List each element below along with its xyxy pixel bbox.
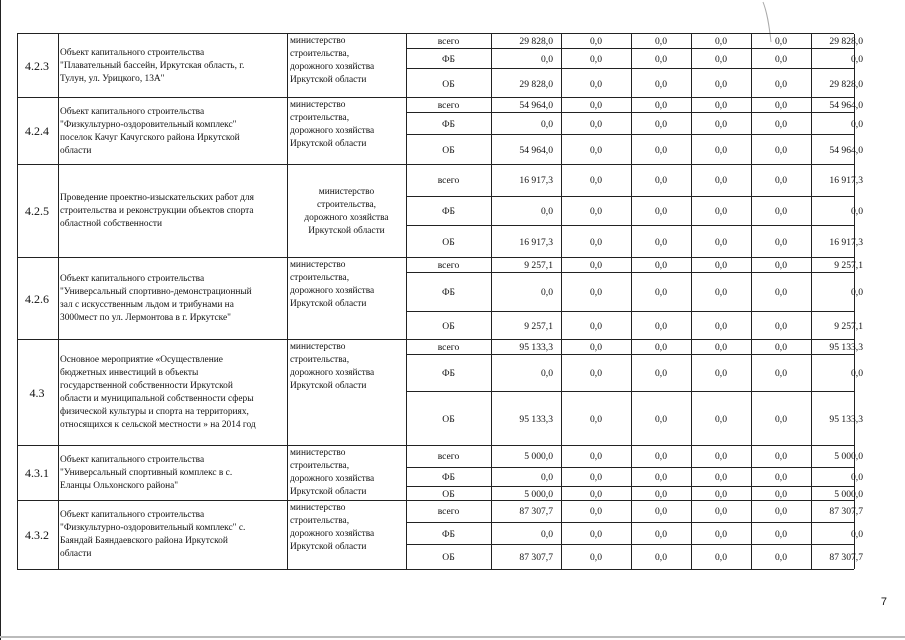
amount-cell: 0,0: [655, 99, 667, 111]
amount-cell: 16 917,3: [519, 175, 553, 186]
amount-cell: 0,0: [590, 368, 602, 379]
funding-source-label: ФБ: [441, 368, 456, 379]
item-name: [58, 34, 288, 98]
funding-subrow: [406, 68, 863, 99]
amount-cell: 0,0: [590, 206, 602, 217]
item-name-line: области: [60, 145, 92, 156]
amount-cell: 0,0: [775, 414, 787, 425]
amount-cell: 0,0: [851, 118, 863, 130]
amount-cell: 0,0: [775, 451, 787, 462]
funding-subrow: [406, 446, 863, 467]
amount-cell: 0,0: [655, 321, 667, 332]
amount-cell: 0,0: [851, 528, 863, 540]
funding-subrow: [406, 48, 863, 69]
responsible-org: [288, 34, 407, 98]
page-left-edge: [0, 0, 1, 640]
amount-cell: 9 257,1: [834, 259, 863, 271]
item-number-text: 4.3.1: [25, 466, 49, 480]
responsible-org: [288, 446, 407, 501]
amount-cell: 0,0: [590, 341, 602, 353]
item-number: [17, 340, 57, 446]
amount-cell: 0,0: [541, 368, 553, 379]
amount-cell: 0,0: [851, 287, 863, 298]
amount-cell: 0,0: [775, 175, 787, 186]
amount-cell: 0,0: [590, 35, 602, 47]
item-name-line: государственной собственности Иркутской: [60, 381, 233, 391]
amount-cell: 0,0: [775, 287, 787, 298]
funding-subrow: [406, 467, 863, 487]
amount-cell: 95 133,3: [829, 341, 863, 353]
item-name: [58, 446, 288, 501]
amount-cell: 0,0: [715, 78, 727, 90]
amount-cell: 0,0: [655, 175, 667, 186]
amount-cell: 0,0: [655, 206, 667, 217]
amount-cell: 0,0: [851, 206, 863, 217]
responsible-org-text: [290, 341, 374, 393]
responsible-org-line: министерство: [290, 503, 346, 513]
item-number-text: 4.3.2: [25, 527, 49, 542]
item-number-text: 4.2.4: [25, 124, 49, 138]
responsible-org-line: строительства,: [290, 355, 350, 365]
funding-subrow: [406, 34, 863, 48]
amount-cell: 0,0: [590, 99, 602, 111]
amount-cell: 0,0: [715, 287, 727, 298]
funding-source-label: ОБ: [442, 237, 455, 248]
item-name-line: "Физкультурно-оздоровительный комплекс": [60, 119, 237, 130]
amount-cell: 5 000,0: [524, 451, 553, 462]
amount-cell: 54 964,0: [829, 99, 863, 111]
item-name: [58, 98, 288, 165]
amount-cell: 95 133,3: [519, 414, 553, 425]
item-name-line: "Физкультурно-оздоровительный комплекс" с.: [60, 523, 246, 533]
amount-cell: 0,0: [715, 206, 727, 217]
funding-subrow: [406, 544, 863, 570]
responsible-org: [288, 340, 407, 446]
amount-cell: 0,0: [590, 552, 602, 563]
amount-cell: 0,0: [715, 472, 727, 483]
responsible-org-line: Иркутской области: [290, 381, 367, 391]
amount-cell: 0,0: [715, 552, 727, 563]
responsible-org-text: [290, 259, 374, 311]
amount-cell: 0,0: [715, 99, 727, 111]
item-number: [17, 165, 57, 258]
item-name-line: физической культуры и спорта на территориях,: [60, 407, 249, 417]
amount-cell: 0,0: [590, 145, 602, 156]
table-row: [17, 97, 863, 165]
amount-cell: 95 133,3: [829, 414, 863, 425]
funding-subrow: [406, 98, 863, 112]
responsible-org-line: строительства,: [290, 461, 350, 471]
amount-cell: 0,0: [655, 35, 667, 47]
amount-cell: 0,0: [655, 552, 667, 563]
amount-cell: 0,0: [851, 472, 863, 483]
amount-cell: 0,0: [715, 506, 727, 517]
amount-cell: 0,0: [655, 368, 667, 379]
funding-source-label: ФБ: [441, 206, 456, 217]
responsible-org-line: Иркутской области: [290, 487, 367, 497]
funding-source-label: ОБ: [442, 552, 455, 563]
responsible-org: [288, 258, 407, 340]
amount-cell: 0,0: [655, 341, 667, 353]
item-name-line: Объект капитального строительства: [60, 510, 205, 520]
amount-cell: 29 828,0: [519, 35, 553, 47]
amount-cell: 0,0: [590, 451, 602, 462]
amount-cell: 0,0: [655, 287, 667, 298]
amount-cell: 95 133,3: [519, 341, 553, 353]
amount-cell: 0,0: [775, 53, 787, 65]
responsible-org-line: Иркутской области: [290, 542, 367, 552]
amount-cell: 0,0: [590, 506, 602, 517]
amount-cell: 87 307,7: [829, 506, 863, 517]
amount-cell: 54 964,0: [519, 145, 553, 156]
amount-cell: 0,0: [715, 237, 727, 248]
item-name-line: "Универсальный спортивный комплекс в с.: [60, 468, 233, 478]
responsible-org: [288, 165, 405, 258]
item-name-line: Проведение проектно-изыскательских работ для: [60, 193, 254, 203]
item-name: [58, 258, 288, 340]
responsible-org-line: министерство: [290, 36, 346, 46]
funding-source-label: ФБ: [441, 287, 456, 298]
funding-subrow: [406, 225, 863, 259]
amount-cell: 0,0: [590, 175, 602, 186]
responsible-org-text: [290, 447, 374, 499]
amount-cell: 0,0: [541, 528, 553, 540]
amount-cell: 9 257,1: [834, 321, 863, 332]
amount-cell: 0,0: [590, 472, 602, 483]
amount-cell: 0,0: [775, 472, 787, 483]
item-number: [17, 258, 57, 340]
table-row: [17, 164, 863, 258]
item-name-text: [60, 192, 254, 231]
page-bottom-edge: [0, 636, 905, 638]
funding-source-label: всего: [437, 99, 460, 111]
item-name-line: "Универсальный спортивно-демонстрационный: [60, 287, 252, 297]
responsible-org-line: министерство: [290, 342, 346, 352]
amount-cell: 0,0: [655, 528, 667, 540]
table-row: [17, 445, 863, 501]
responsible-org-line: строительства,: [290, 273, 350, 283]
amount-cell: 0,0: [590, 237, 602, 248]
amount-cell: 0,0: [655, 506, 667, 517]
amount-cell: 0,0: [655, 118, 667, 130]
responsible-org-line: министерство: [290, 260, 346, 270]
amount-cell: 0,0: [775, 368, 787, 379]
funding-source-label: ОБ: [442, 414, 455, 425]
item-name-text: [60, 106, 240, 158]
funding-source-label: ОБ: [442, 78, 455, 90]
amount-cell: 0,0: [590, 118, 602, 130]
item-name-line: Тулун, ул. Урицкого, 13А": [60, 73, 165, 84]
amount-cell: 0,0: [775, 35, 787, 47]
amount-cell: 0,0: [590, 414, 602, 425]
responsible-org-line: дорожного хозяйства: [290, 286, 375, 296]
funding-subrow: [406, 354, 863, 392]
amount-cell: 0,0: [655, 414, 667, 425]
amount-cell: 0,0: [590, 287, 602, 298]
item-number: [17, 501, 57, 569]
budget-table: [17, 33, 863, 568]
item-number-text: 4.2.5: [25, 204, 49, 218]
funding-subrow: [406, 196, 863, 226]
amount-cell: 0,0: [775, 78, 787, 90]
funding-source-label: ОБ: [442, 321, 455, 332]
amount-cell: 0,0: [541, 206, 553, 217]
amount-cell: 0,0: [715, 451, 727, 462]
item-name-line: Объект капитального строительства: [60, 106, 205, 117]
amount-cell: 0,0: [775, 552, 787, 563]
amount-cell: 0,0: [655, 451, 667, 462]
item-name-line: области: [60, 549, 92, 559]
amount-cell: 0,0: [851, 53, 863, 65]
item-name-text: [60, 454, 232, 493]
funding-source-label: всего: [437, 35, 460, 47]
amount-cell: 0,0: [775, 259, 787, 271]
amount-cell: 5 000,0: [834, 451, 863, 462]
amount-cell: 0,0: [590, 53, 602, 65]
amount-cell: 0,0: [655, 489, 667, 500]
amount-cell: 0,0: [541, 118, 553, 130]
item-number: [17, 98, 57, 165]
item-name-line: Баяндай Баяндаевского района Иркутской: [60, 536, 228, 546]
responsible-org-text: [290, 502, 374, 554]
item-name: [58, 165, 288, 258]
item-name-line: бюджетных инвестиций в объекты: [60, 368, 199, 378]
amount-cell: 0,0: [590, 259, 602, 271]
responsible-org-text: [290, 99, 374, 151]
table-row: [17, 33, 863, 98]
amount-cell: 0,0: [655, 237, 667, 248]
item-name-text: [60, 47, 244, 86]
amount-cell: 0,0: [775, 145, 787, 156]
amount-cell: 0,0: [655, 53, 667, 65]
amount-cell: 0,0: [715, 368, 727, 379]
amount-cell: 0,0: [655, 259, 667, 271]
amount-cell: 0,0: [541, 472, 553, 483]
amount-cell: 0,0: [775, 206, 787, 217]
amount-cell: 0,0: [655, 145, 667, 156]
amount-cell: 0,0: [775, 341, 787, 353]
funding-source-label: всего: [437, 451, 460, 462]
amount-cell: 0,0: [715, 145, 727, 156]
responsible-org-line: Иркутской области: [290, 299, 367, 309]
funding-subrow: [406, 340, 863, 354]
item-name-text: [60, 354, 256, 432]
item-name-text: [60, 509, 245, 561]
funding-subrow: [406, 501, 863, 522]
amount-cell: 0,0: [541, 53, 553, 65]
item-name-line: Объект капитального строительства: [60, 455, 205, 465]
amount-cell: 0,0: [715, 259, 727, 271]
amount-cell: 0,0: [775, 528, 787, 540]
responsible-org-line: Иркутской области: [290, 75, 367, 85]
amount-cell: 0,0: [775, 506, 787, 517]
item-name-text: [60, 273, 252, 325]
funding-source-label: ФБ: [441, 472, 456, 483]
amount-cell: 0,0: [715, 118, 727, 130]
responsible-org: [288, 98, 407, 165]
funding-source-label: ФБ: [441, 528, 456, 540]
responsible-org-line: Иркутской области: [308, 225, 385, 236]
item-name-line: зал с искусственным льдом и трибунами на: [60, 300, 234, 310]
item-name: [58, 501, 288, 569]
item-name-line: Еланцы Ольхонского района": [60, 481, 179, 491]
funding-source-label: ФБ: [441, 118, 456, 130]
amount-cell: 0,0: [775, 99, 787, 111]
item-number: [17, 34, 57, 98]
funding-subrow: [406, 165, 863, 196]
amount-cell: 16 917,3: [519, 237, 553, 248]
responsible-org-line: министерство: [318, 186, 375, 197]
funding-subrow: [406, 311, 863, 341]
amount-cell: 9 257,1: [524, 321, 553, 332]
amount-cell: 0,0: [715, 175, 727, 186]
item-name-line: "Плавательный бассейн, Иркутская область, г.: [60, 60, 245, 71]
funding-source-label: ФБ: [441, 53, 456, 65]
amount-cell: 0,0: [715, 528, 727, 540]
responsible-org-line: министерство: [290, 448, 346, 458]
item-number-text: 4.2.6: [25, 291, 49, 306]
table-row: [17, 257, 863, 340]
funding-source-label: всего: [437, 341, 460, 353]
item-name-line: относящихся к сельской местности » на 2014 год: [60, 420, 256, 430]
amount-cell: 0,0: [590, 528, 602, 540]
item-name-line: 3000мест по ул. Лермонтова в г. Иркутске": [60, 313, 231, 323]
amount-cell: 16 917,3: [829, 175, 863, 186]
amount-cell: 29 828,0: [829, 78, 863, 90]
funding-source-label: ОБ: [442, 489, 455, 500]
item-name-line: поселок Качуг Качугского района Иркутской: [60, 132, 240, 143]
funding-subrow: [406, 391, 863, 447]
amount-cell: 0,0: [590, 78, 602, 90]
page-number: 7: [880, 596, 887, 608]
funding-source-label: всего: [437, 259, 460, 271]
item-name-line: Объект капитального строительства: [60, 274, 205, 284]
funding-source-label: ОБ: [442, 145, 455, 156]
amount-cell: 0,0: [775, 237, 787, 248]
amount-cell: 0,0: [541, 287, 553, 298]
amount-cell: 9 257,1: [524, 259, 553, 271]
amount-cell: 87 307,7: [519, 506, 553, 517]
amount-cell: 0,0: [715, 489, 727, 500]
amount-cell: 0,0: [775, 118, 787, 130]
item-name: [58, 340, 288, 446]
funding-source-label: всего: [437, 175, 460, 186]
item-number-text: 4.3: [29, 385, 45, 400]
amount-cell: 0,0: [715, 341, 727, 353]
funding-subrow: [406, 112, 863, 135]
amount-cell: 29 828,0: [519, 78, 553, 90]
table-row: [17, 500, 863, 570]
amount-cell: 87 307,7: [829, 552, 863, 563]
funding-subrow: [406, 522, 863, 545]
amount-cell: 0,0: [715, 414, 727, 425]
responsible-org-line: дорожного хозяйства: [290, 126, 375, 136]
amount-cell: 16 917,3: [829, 237, 863, 248]
responsible-org-text: [304, 186, 388, 238]
item-name-line: Основное мероприятие «Осуществление: [60, 355, 223, 365]
amount-cell: 0,0: [715, 53, 727, 65]
funding-subrow: [406, 134, 863, 166]
amount-cell: 0,0: [590, 489, 602, 500]
amount-cell: 5 000,0: [834, 489, 863, 500]
responsible-org-line: строительства,: [290, 516, 350, 526]
amount-cell: 0,0: [775, 321, 787, 332]
responsible-org-line: дорожного хозяйства: [290, 368, 375, 378]
amount-cell: 5 000,0: [524, 489, 553, 500]
amount-cell: 0,0: [655, 472, 667, 483]
responsible-org-text: [290, 35, 374, 87]
amount-cell: 0,0: [715, 321, 727, 332]
item-name-line: областной собственности: [60, 219, 163, 229]
funding-source-label: всего: [437, 506, 460, 517]
funding-subrow: [406, 258, 863, 272]
responsible-org-line: министерство: [290, 100, 346, 110]
amount-cell: 0,0: [851, 368, 863, 379]
amount-cell: 54 964,0: [519, 99, 553, 111]
item-number-text: 4.2.3: [25, 58, 49, 73]
responsible-org-line: строительства,: [316, 199, 377, 210]
responsible-org-line: строительства,: [290, 113, 350, 123]
amount-cell: 54 964,0: [829, 145, 863, 156]
responsible-org-line: строительства,: [290, 49, 350, 59]
responsible-org: [288, 501, 407, 569]
item-name-line: строительства и реконструкции объектов спорта: [60, 206, 254, 216]
funding-subrow: [406, 272, 863, 312]
amount-cell: 0,0: [715, 35, 727, 47]
item-number: [17, 446, 57, 501]
amount-cell: 0,0: [655, 78, 667, 90]
responsible-org-line: дорожного хозяйства: [290, 474, 375, 484]
responsible-org-line: дорожного хозяйства: [290, 62, 375, 72]
responsible-org-line: Иркутской области: [290, 139, 367, 149]
responsible-org-line: дорожного хозяйства: [290, 529, 375, 539]
item-name-line: Объект капитального строительства: [60, 47, 205, 58]
amount-cell: 0,0: [590, 321, 602, 332]
table-row: [17, 339, 863, 446]
amount-cell: 0,0: [775, 489, 787, 500]
amount-cell: 87 307,7: [519, 552, 553, 563]
amount-cell: 29 828,0: [829, 35, 863, 47]
item-name-line: области и муниципальной собственности сферы: [60, 394, 254, 404]
responsible-org-line: дорожного хозяйства: [304, 212, 389, 223]
